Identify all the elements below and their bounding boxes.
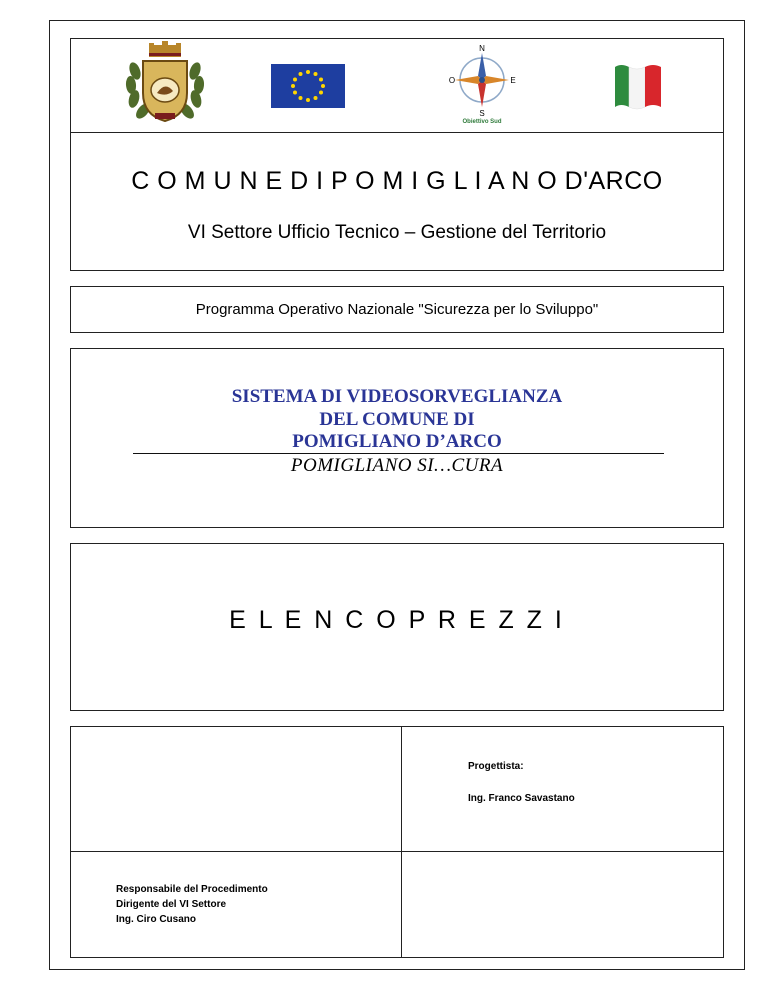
document-title: E L E N C O P R E Z Z I: [229, 606, 565, 634]
header-box: [70, 38, 724, 271]
responsabile-line2: Dirigente del VI Settore: [116, 899, 227, 910]
project-motto: POMIGLIANO SI…CURA: [290, 455, 504, 476]
municipal-crest-icon: [121, 41, 209, 125]
project-title-line2: DEL COMUNE DI: [319, 409, 475, 430]
compass-east-label: E: [510, 76, 516, 85]
responsabile-line1: Responsabile del Procedimento: [116, 884, 268, 895]
programma-text: Programma Operativo Nazionale "Sicurezza per lo Sviluppo": [195, 301, 599, 318]
logo-row: [71, 39, 723, 133]
progettista-name: Ing. Franco Savastano: [468, 793, 575, 804]
project-title-line1: SISTEMA DI VIDEOSORVEGLIANZA: [231, 386, 563, 407]
compass-north-label: N: [479, 44, 485, 53]
title-underline: [133, 453, 664, 454]
settore-subtitle: VI Settore Ufficio Tecnico – Gestione del Territorio: [187, 222, 607, 243]
programma-box: [70, 286, 724, 333]
responsabile-line3: Ing. Ciro Cusano: [116, 914, 196, 925]
obiettivo-sud-label: Obiettivo Sud: [462, 119, 502, 125]
compass-west-label: O: [448, 76, 456, 85]
document-title-box: [70, 543, 724, 711]
project-title-line3: POMIGLIANO D’ARCO: [292, 431, 502, 452]
comune-title: C O M U N E D I P O M I G L I A N O D'ARCO: [131, 167, 663, 195]
compass-south-label: S: [479, 109, 485, 118]
project-box: [70, 348, 724, 528]
signature-grid: [70, 726, 724, 958]
italy-flag-icon: [611, 59, 665, 111]
grid-divider-horizontal: [71, 851, 723, 852]
compass-logo-icon: [447, 43, 517, 125]
progettista-label: Progettista:: [468, 761, 524, 772]
eu-flag-icon: [271, 64, 345, 108]
grid-divider-vertical: [401, 727, 402, 957]
